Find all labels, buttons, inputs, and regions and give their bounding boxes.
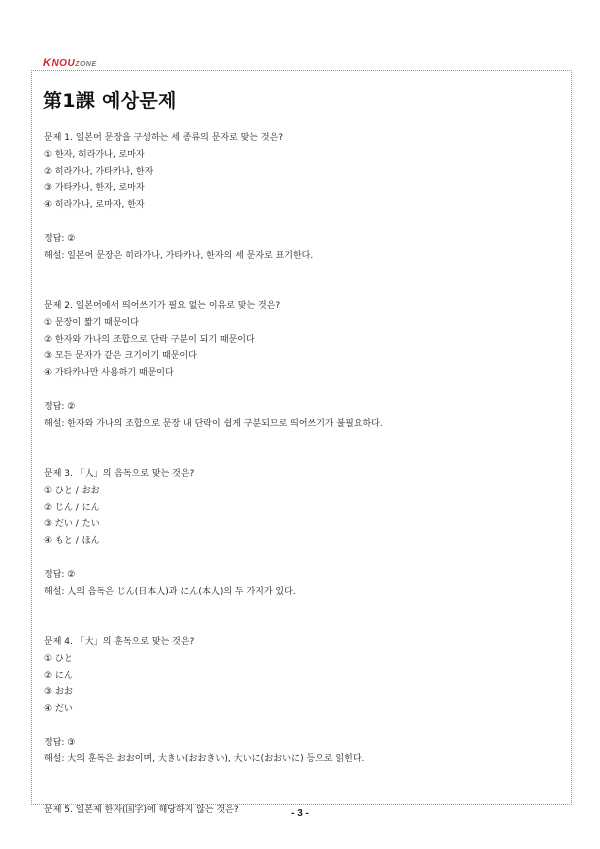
page-title: 第1課 예상문제	[43, 90, 177, 112]
explanation-text: 해설: 일본어 문장은 히라가나, 가타카나, 한자의 세 문자로 표기한다.	[44, 250, 314, 261]
option-1: ① 문장이 짧기 때문이다	[44, 317, 139, 328]
option-1: ① ひと	[44, 653, 73, 664]
explanation-text: 해설: 한자와 가나의 조합으로 문장 내 단락이 쉽게 구분되므로 띄어쓰기가 불필요하다.	[44, 418, 383, 429]
logo-zone: ZONE	[75, 61, 97, 68]
option-4: ④ もと / ほん	[44, 536, 100, 547]
question-text: 문제 1. 일본어 문장을 구성하는 세 종류의 문자로 맞는 것은?	[44, 133, 284, 143]
question-text: 문제 2. 일본어에서 띄어쓰기가 필요 없는 이유로 맞는 것은?	[44, 300, 281, 311]
logo-k: K	[43, 57, 52, 69]
explanation-text: 해설: 大의 훈독은 おお이며, 大きい(おおきい), 大いに(おおいに) 등으로 읽힌다.	[44, 754, 365, 765]
question-block	[44, 130, 564, 264]
option-1: ① 한자, 히라가나, 로마자	[44, 149, 145, 160]
option-1: ① ひと / おお	[44, 485, 100, 496]
option-3: ③ だい / たい	[44, 519, 100, 530]
answer-text: 정답: ②	[44, 233, 76, 244]
question-block	[44, 634, 564, 768]
knouzone-logo	[43, 57, 97, 69]
option-2: ② 히라가나, 가타카나, 한자	[44, 166, 154, 177]
logo-now: NOU	[51, 58, 76, 69]
option-2: ② じん / にん	[44, 502, 100, 513]
option-3: ③ 모든 문자가 같은 크기이기 때문이다	[44, 351, 197, 362]
question-list	[44, 130, 564, 819]
question-block	[44, 466, 564, 600]
option-4: ④ 히라가나, 로마자, 한자	[44, 200, 145, 211]
question-text: 문제 5. 일본제 한자(国字)에 해당하지 않는 것은?	[44, 804, 239, 815]
page-number: - 3 -	[291, 808, 309, 819]
question-text: 문제 3. 「人」의 음독으로 맞는 것은?	[44, 468, 195, 479]
option-3: ③ おお	[44, 687, 73, 698]
option-4: ④ だい	[44, 704, 73, 715]
answer-text: 정답: ②	[44, 401, 76, 412]
explanation-text: 해설: 人의 음독은 じん(日本人)과 にん(本人)의 두 가지가 있다.	[44, 586, 296, 597]
question-text: 문제 4. 「大」의 훈독으로 맞는 것은?	[44, 636, 195, 647]
answer-text: 정답: ③	[44, 737, 76, 748]
answer-text: 정답: ②	[44, 569, 76, 580]
question-block	[44, 298, 564, 432]
option-2: ② 한자와 가나의 조합으로 단락 구분이 되기 때문이다	[44, 334, 255, 345]
option-2: ② にん	[44, 670, 73, 681]
option-3: ③ 가타카나, 한자, 로마자	[44, 183, 145, 194]
option-4: ④ 가타카나만 사용하기 때문이다	[44, 368, 174, 379]
